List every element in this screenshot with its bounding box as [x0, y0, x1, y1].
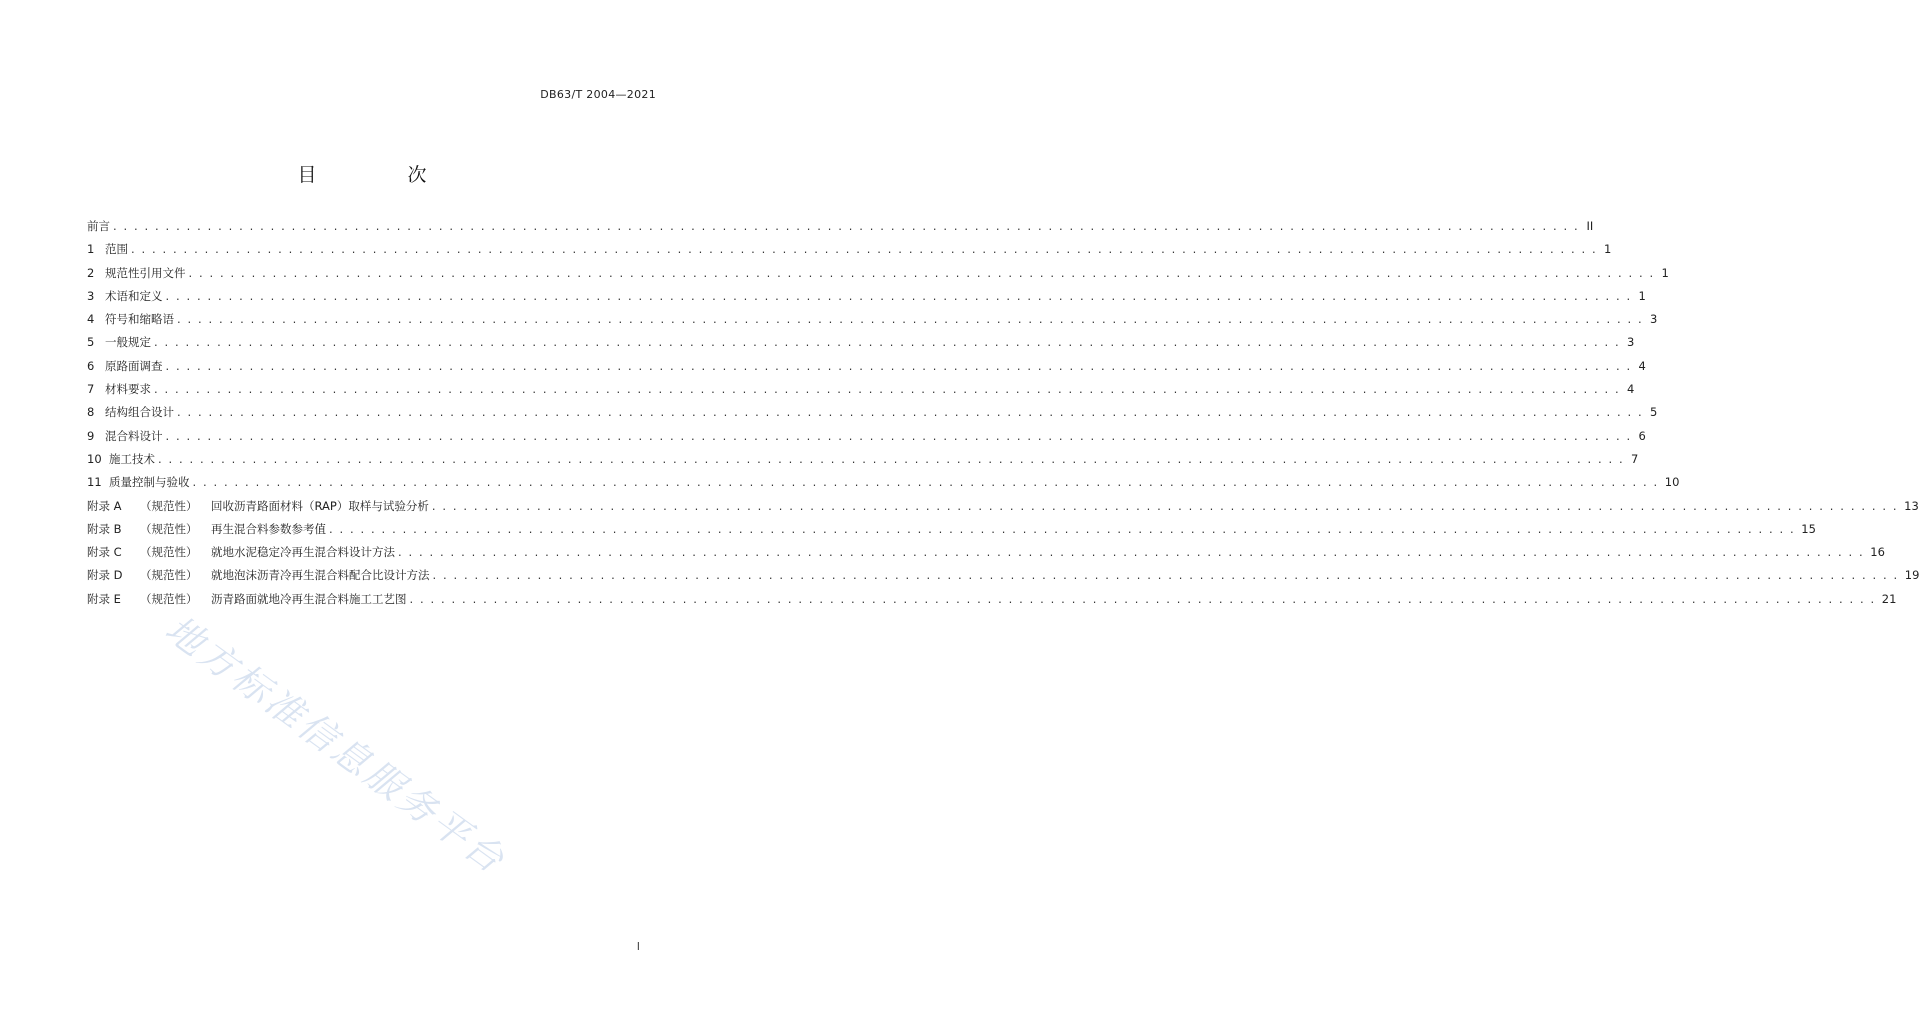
toc-dot-leader: . . . . . . . . . . . . . . . . . . . . . . . . . . . . . . . . . . . . . . . . . . . . . . . . . . . . . . . . . . . . . . . . . . . . . . . . . . . . . . . . . . . . . . . . . . . . . . . . . . . . . . . . . . . . . . . . . . . . . . . . . . . . . . . . . . . . . . . . . . . . — [188, 265, 1655, 280]
toc-dot-leader: . . . . . . . . . . . . . . . . . . . . . . . . . . . . . . . . . . . . . . . . . . . . . . . . . . . . . . . . . . . . . . . . . . . . . . . . . . . . . . . . . . . . . . . . . . . . . . . . . . . . . . . . . . . . . . . . . . . . . . . . . . . . . . . . . . . . . . . . . . . . — [165, 428, 1632, 443]
toc-entry-title: 规范性引用文件 — [105, 265, 186, 280]
table-of-contents — [87, 218, 1919, 614]
toc-entry-type: （规范性） — [140, 545, 198, 560]
toc-entry[interactable] — [87, 567, 1919, 590]
toc-entry-type: （规范性） — [140, 591, 198, 606]
toc-dot-leader: . . . . . . . . . . . . . . . . . . . . . . . . . . . . . . . . . . . . . . . . . . . . . . . . . . . . . . . . . . . . . . . . . . . . . . . . . . . . . . . . . . . . . . . . . . . . . . . . . . . . . . . . . . . . . . . . . . . . . . . . . . . . . . . . . . . . . . . . . . . . — [398, 545, 1865, 560]
toc-entry[interactable] — [87, 498, 1919, 521]
toc-entry-number: 10 — [87, 451, 102, 466]
toc-entry-title: 施工技术 — [109, 451, 155, 466]
toc-entry-title: 就地水泥稳定冷再生混合料设计方法 — [211, 545, 395, 560]
toc-entry[interactable] — [87, 288, 1646, 311]
toc-dot-leader: . . . . . . . . . . . . . . . . . . . . . . . . . . . . . . . . . . . . . . . . . . . . . . . . . . . . . . . . . . . . . . . . . . . . . . . . . . . . . . . . . . . . . . . . . . . . . . . . . . . . . . . . . . . . . . . . . . . . . . . . . . . . . . . . . . . . . . . . . . . . — [192, 475, 1659, 490]
toc-entry-page: 16 — [1870, 545, 1885, 560]
toc-dot-leader: . . . . . . . . . . . . . . . . . . . . . . . . . . . . . . . . . . . . . . . . . . . . . . . . . . . . . . . . . . . . . . . . . . . . . . . . . . . . . . . . . . . . . . . . . . . . . . . . . . . . . . . . . . . . . . . . . . . . . . . . . . . . . . . . . . . . . . . . . . . . — [177, 312, 1644, 327]
toc-entry-page: 6 — [1638, 428, 1646, 443]
document-code: DB63/T 2004—2021 — [540, 88, 656, 101]
toc-entry-title: 范围 — [105, 242, 128, 257]
toc-entry-page: 3 — [1649, 312, 1658, 327]
toc-entry[interactable] — [87, 218, 1594, 241]
toc-entry[interactable] — [87, 474, 1680, 497]
toc-dot-leader: . . . . . . . . . . . . . . . . . . . . . . . . . . . . . . . . . . . . . . . . . . . . . . . . . . . . . . . . . . . . . . . . . . . . . . . . . . . . . . . . . . . . . . . . . . . . . . . . . . . . . . . . . . . . . . . . . . . . . . . . . . . . . . . . . . . . . . . . . . . . — [431, 498, 1899, 513]
toc-entry[interactable] — [87, 428, 1646, 451]
toc-dot-leader: . . . . . . . . . . . . . . . . . . . . . . . . . . . . . . . . . . . . . . . . . . . . . . . . . . . . . . . . . . . . . . . . . . . . . . . . . . . . . . . . . . . . . . . . . . . . . . . . . . . . . . . . . . . . . . . . . . . . . . . . . . . . . . . . . . . . . . . . . . . . — [131, 242, 1598, 257]
toc-entry-number: 2 — [87, 265, 95, 280]
toc-entry[interactable] — [87, 311, 1658, 334]
toc-entry-title: 结构组合设计 — [105, 405, 174, 420]
toc-entry-number: 6 — [87, 358, 95, 373]
toc-dot-leader: . . . . . . . . . . . . . . . . . . . . . . . . . . . . . . . . . . . . . . . . . . . . . . . . . . . . . . . . . . . . . . . . . . . . . . . . . . . . . . . . . . . . . . . . . . . . . . . . . . . . . . . . . . . . . . . . . . . . . . . . . . . . . . . . . . . . . . . . . . . . — [329, 521, 1796, 536]
toc-entry[interactable] — [87, 358, 1646, 381]
toc-dot-leader: . . . . . . . . . . . . . . . . . . . . . . . . . . . . . . . . . . . . . . . . . . . . . . . . . . . . . . . . . . . . . . . . . . . . . . . . . . . . . . . . . . . . . . . . . . . . . . . . . . . . . . . . . . . . . . . . . . . . . . . . . . . . . . . . . . . . . . . . . . . . — [113, 219, 1580, 233]
toc-entry-number: 11 — [87, 475, 102, 490]
page-number: I — [636, 940, 640, 953]
toc-entry-title: 质量控制与验收 — [109, 475, 190, 490]
toc-dot-leader: . . . . . . . . . . . . . . . . . . . . . . . . . . . . . . . . . . . . . . . . . . . . . . . . . . . . . . . . . . . . . . . . . . . . . . . . . . . . . . . . . . . . . . . . . . . . . . . . . . . . . . . . . . . . . . . . . . . . . . . . . . . . . . . . . . . . . . . . . . . . — [165, 288, 1632, 303]
toc-entry-page: 1 — [1638, 288, 1646, 303]
toc-entry[interactable] — [87, 334, 1635, 357]
toc-entry-page: 13 — [1904, 498, 1919, 513]
toc-entry-number: 1 — [87, 242, 95, 257]
toc-entry-page: 10 — [1664, 475, 1680, 490]
toc-entry-number: 8 — [87, 405, 95, 420]
toc-dot-leader: . . . . . . . . . . . . . . . . . . . . . . . . . . . . . . . . . . . . . . . . . . . . . . . . . . . . . . . . . . . . . . . . . . . . . . . . . . . . . . . . . . . . . . . . . . . . . . . . . . . . . . . . . . . . . . . . . . . . . . . . . . . . . . . . . . . . . . . . . . . . — [165, 358, 1632, 373]
toc-entry-page: 7 — [1630, 451, 1639, 466]
toc-entry-page: 1 — [1661, 265, 1669, 280]
toc-entry[interactable] — [87, 404, 1658, 427]
toc-entry[interactable] — [87, 381, 1635, 404]
toc-entry[interactable] — [87, 591, 1897, 614]
toc-entry-page: 21 — [1881, 591, 1897, 606]
toc-entry-type: （规范性） — [140, 498, 198, 513]
toc-entry[interactable] — [87, 451, 1639, 474]
toc-entry-number: 7 — [87, 382, 95, 397]
toc-entry-title: 就地泡沫沥青冷再生混合料配合比设计方法 — [211, 568, 430, 583]
toc-entry-title: 回收沥青路面材料（RAP）取样与试验分析 — [211, 498, 429, 513]
toc-entry-page: 4 — [1626, 382, 1635, 397]
toc-entry-title: 再生混合料参数参考值 — [211, 521, 326, 536]
toc-entry-page: II — [1586, 219, 1594, 233]
toc-entry-page: 5 — [1649, 405, 1658, 420]
toc-dot-leader: . . . . . . . . . . . . . . . . . . . . . . . . . . . . . . . . . . . . . . . . . . . . . . . . . . . . . . . . . . . . . . . . . . . . . . . . . . . . . . . . . . . . . . . . . . . . . . . . . . . . . . . . . . . . . . . . . . . . . . . . . . . . . . . . . . . . . . . . . . . . — [409, 591, 1876, 606]
toc-entry[interactable] — [87, 241, 1612, 264]
toc-entry-number: 4 — [87, 312, 95, 327]
toc-dot-leader: . . . . . . . . . . . . . . . . . . . . . . . . . . . . . . . . . . . . . . . . . . . . . . . . . . . . . . . . . . . . . . . . . . . . . . . . . . . . . . . . . . . . . . . . . . . . . . . . . . . . . . . . . . . . . . . . . . . . . . . . . . . . . . . . . . . . . . . . . . . . — [432, 568, 1899, 583]
watermark: 地方标准信息服务平台 — [157, 607, 515, 884]
toc-entry[interactable] — [87, 521, 1816, 544]
toc-entry-type: （规范性） — [140, 521, 198, 536]
toc-entry-title: 沥青路面就地冷再生混合料施工工艺图 — [211, 591, 407, 606]
toc-entry-number: 附录 E — [87, 591, 121, 606]
toc-entry-type: （规范性） — [140, 568, 198, 583]
toc-dot-leader: . . . . . . . . . . . . . . . . . . . . . . . . . . . . . . . . . . . . . . . . . . . . . . . . . . . . . . . . . . . . . . . . . . . . . . . . . . . . . . . . . . . . . . . . . . . . . . . . . . . . . . . . . . . . . . . . . . . . . . . . . . . . . . . . . . . . . . . . . . . . — [154, 335, 1621, 350]
toc-entry-title: 混合料设计 — [105, 428, 163, 443]
toc-entry-page: 15 — [1801, 521, 1816, 536]
toc-entry-number: 9 — [87, 428, 95, 443]
toc-entry-page: 3 — [1626, 335, 1635, 350]
toc-entry-title: 原路面调查 — [105, 358, 163, 373]
toc-dot-leader: . . . . . . . . . . . . . . . . . . . . . . . . . . . . . . . . . . . . . . . . . . . . . . . . . . . . . . . . . . . . . . . . . . . . . . . . . . . . . . . . . . . . . . . . . . . . . . . . . . . . . . . . . . . . . . . . . . . . . . . . . . . . . . . . . . . . . . . . . . . . — [177, 405, 1644, 420]
toc-dot-leader: . . . . . . . . . . . . . . . . . . . . . . . . . . . . . . . . . . . . . . . . . . . . . . . . . . . . . . . . . . . . . . . . . . . . . . . . . . . . . . . . . . . . . . . . . . . . . . . . . . . . . . . . . . . . . . . . . . . . . . . . . . . . . . . . . . . . . . . . . . . . — [154, 382, 1621, 397]
toc-entry-page: 19 — [1904, 568, 1919, 583]
toc-entry-page: 1 — [1603, 242, 1612, 257]
toc-entry-title: 一般规定 — [105, 335, 151, 350]
toc-entry-title: 前言 — [87, 219, 110, 233]
toc-entry-number: 附录 D — [87, 568, 123, 583]
toc-entry[interactable] — [87, 544, 1885, 567]
toc-entry-title: 符号和缩略语 — [105, 312, 174, 327]
toc-entry-number: 附录 B — [87, 521, 122, 536]
toc-entry-page: 4 — [1638, 358, 1646, 373]
toc-entry-number: 附录 A — [87, 498, 122, 513]
toc-entry-title: 术语和定义 — [105, 288, 163, 303]
toc-entry-number: 3 — [87, 288, 95, 303]
toc-entry[interactable] — [87, 265, 1669, 288]
toc-dot-leader: . . . . . . . . . . . . . . . . . . . . . . . . . . . . . . . . . . . . . . . . . . . . . . . . . . . . . . . . . . . . . . . . . . . . . . . . . . . . . . . . . . . . . . . . . . . . . . . . . . . . . . . . . . . . . . . . . . . . . . . . . . . . . . . . . . . . . . . . . . . . — [158, 451, 1625, 466]
toc-entry-number: 附录 C — [87, 545, 122, 560]
toc-entry-number: 5 — [87, 335, 95, 350]
page-title: 目 次 — [297, 164, 463, 186]
toc-entry-title: 材料要求 — [105, 382, 151, 397]
